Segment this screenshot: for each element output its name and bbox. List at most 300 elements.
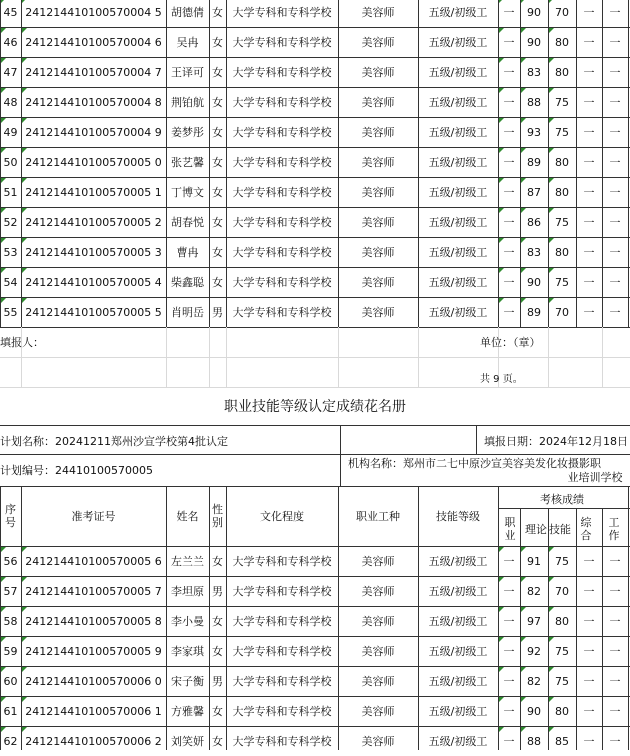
cell-serial-no[interactable]: 54: [3, 275, 18, 289]
cell-serial-no[interactable]: 53: [3, 245, 18, 259]
cell-name[interactable]: 左兰兰: [171, 554, 204, 568]
header-score-theory: 理论: [525, 522, 547, 536]
cell-note-triangle: [22, 697, 27, 702]
cell-skill-level[interactable]: 五级/初级工: [428, 185, 488, 199]
header-score-comprehensive: 综合: [580, 516, 592, 542]
cell-score-vocational[interactable]: 一: [503, 95, 515, 109]
cell-score-vocational[interactable]: 一: [503, 674, 515, 688]
cell-note-triangle: [22, 0, 27, 3]
cell-score-vocational[interactable]: 一: [503, 584, 515, 598]
cell-serial-no[interactable]: 45: [3, 5, 18, 19]
cell-note-triangle: [499, 637, 504, 642]
cell-note-triangle: [1, 607, 6, 612]
cell-score-vocational[interactable]: 一: [503, 185, 515, 199]
cell-score-theory[interactable]: 90: [527, 5, 541, 19]
cell-score-theory[interactable]: 83: [527, 65, 541, 79]
cell-education[interactable]: 大学专科和专科学校: [232, 155, 332, 169]
cell-score-vocational[interactable]: 一: [503, 554, 515, 568]
org-name-line1: 机构名称：郑州市二七中原沙宣美容美发化妆摄影职: [348, 456, 601, 470]
cell-note-triangle: [499, 208, 504, 213]
header-exam-id: 准考证号: [71, 509, 116, 523]
cell-occupation[interactable]: 美容师: [361, 215, 395, 229]
cell-occupation[interactable]: 美容师: [361, 674, 395, 688]
cell-note-triangle: [521, 268, 526, 273]
cell-note-triangle: [22, 298, 27, 303]
cell-note-triangle: [22, 667, 27, 672]
cell-note-triangle: [1, 697, 6, 702]
cell-note-triangle: [499, 298, 504, 303]
cell-note-triangle: [1, 298, 6, 303]
cell-education[interactable]: 大学专科和专科学校: [232, 95, 332, 109]
cell-exam-id[interactable]: 241214410100570006 1: [25, 704, 162, 718]
cell-score-vocational[interactable]: 一: [503, 35, 515, 49]
cell-note-triangle: [499, 667, 504, 672]
header-score-vocational: 职业: [504, 516, 516, 542]
cell-note-triangle: [499, 0, 504, 3]
cell-occupation[interactable]: 美容师: [361, 65, 395, 79]
cell-note-triangle: [499, 28, 504, 33]
cell-skill-level[interactable]: 五级/初级工: [428, 554, 488, 568]
cell-sex[interactable]: 女: [212, 614, 223, 628]
cell-sex[interactable]: 男: [212, 305, 223, 319]
cell-education[interactable]: 大学专科和专科学校: [232, 275, 332, 289]
cell-note-triangle: [499, 577, 504, 582]
cell-serial-no[interactable]: 47: [3, 65, 18, 79]
header-education: 文化程度: [260, 509, 304, 523]
cell-note-triangle: [1, 637, 6, 642]
cell-skill-level[interactable]: 五级/初级工: [428, 245, 488, 259]
cell-score-theory[interactable]: 92: [527, 644, 541, 658]
cell-exam-id[interactable]: 241214410100570004 7: [25, 65, 162, 79]
cell-occupation[interactable]: 美容师: [361, 614, 395, 628]
cell-occupation[interactable]: 美容师: [361, 95, 395, 109]
cell-skill-level[interactable]: 五级/初级工: [428, 95, 488, 109]
cell-note-triangle: [521, 28, 526, 33]
cell-score-comprehensive[interactable]: 一: [583, 5, 595, 19]
cell-score-comprehensive[interactable]: 一: [583, 35, 595, 49]
cell-score-theory[interactable]: 88: [527, 734, 541, 748]
cell-score-work[interactable]: 一: [609, 155, 621, 169]
cell-score-vocational[interactable]: 一: [503, 734, 515, 748]
cell-serial-no[interactable]: 51: [3, 185, 18, 199]
cell-sex[interactable]: 女: [212, 275, 223, 289]
cell-occupation[interactable]: 美容师: [361, 125, 395, 139]
cell-score-comprehensive[interactable]: 一: [583, 185, 595, 199]
cell-note-triangle: [1, 0, 6, 3]
cell-sex[interactable]: 女: [212, 5, 223, 19]
cell-score-theory[interactable]: 82: [527, 674, 541, 688]
cell-score-theory[interactable]: 97: [527, 614, 541, 628]
cell-score-vocational[interactable]: 一: [503, 305, 515, 319]
cell-score-skill[interactable]: 80: [555, 614, 569, 628]
cell-occupation[interactable]: 美容师: [361, 704, 395, 718]
cell-exam-id[interactable]: 241214410100570005 0: [25, 155, 162, 169]
cell-name[interactable]: 胡春悦: [171, 215, 204, 229]
cell-education[interactable]: 大学专科和专科学校: [232, 305, 332, 319]
cell-note-triangle: [521, 0, 526, 3]
cell-name[interactable]: 曹冉: [176, 245, 199, 259]
cell-name[interactable]: 吴冉: [176, 35, 199, 49]
cell-score-skill[interactable]: 75: [555, 554, 569, 568]
cell-note-triangle: [22, 178, 27, 183]
cell-score-skill[interactable]: 75: [555, 215, 569, 229]
cell-score-skill[interactable]: 75: [555, 674, 569, 688]
cell-occupation[interactable]: 美容师: [361, 734, 395, 748]
cell-note-triangle: [521, 637, 526, 642]
cell-score-theory[interactable]: 89: [527, 155, 541, 169]
cell-sex[interactable]: 男: [212, 584, 223, 598]
cell-serial-no[interactable]: 55: [3, 305, 18, 319]
cell-score-work[interactable]: 一: [609, 674, 621, 688]
cell-name[interactable]: 姜梦彤: [171, 125, 204, 139]
cell-name[interactable]: 柴鑫聪: [171, 275, 204, 289]
cell-education[interactable]: 大学专科和专科学校: [232, 734, 332, 748]
plan-name: 计划名称：20241211郑州沙宣学校第4批认定: [0, 434, 228, 448]
cell-exam-id[interactable]: 241214410100570005 8: [25, 614, 162, 628]
cell-serial-no[interactable]: 60: [3, 674, 18, 688]
cell-education[interactable]: 大学专科和专科学校: [232, 125, 332, 139]
cell-note-triangle: [549, 298, 554, 303]
cell-score-comprehensive[interactable]: 一: [583, 554, 595, 568]
cell-note-triangle: [22, 268, 27, 273]
cell-sex[interactable]: 女: [212, 185, 223, 199]
cell-note-triangle: [499, 58, 504, 63]
cell-exam-id[interactable]: 241214410100570005 6: [25, 554, 162, 568]
cell-note-triangle: [22, 208, 27, 213]
cell-name[interactable]: 丁博文: [171, 185, 204, 199]
cell-score-work[interactable]: 一: [609, 65, 621, 79]
cell-note-triangle: [1, 208, 6, 213]
cell-score-work[interactable]: 一: [609, 35, 621, 49]
cell-note-triangle: [549, 577, 554, 582]
cell-score-vocational[interactable]: 一: [503, 704, 515, 718]
cell-exam-id[interactable]: 241214410100570004 8: [25, 95, 162, 109]
cell-score-skill[interactable]: 75: [555, 95, 569, 109]
cell-score-work[interactable]: 一: [609, 614, 621, 628]
cell-exam-id[interactable]: 241214410100570005 3: [25, 245, 162, 259]
cell-note-triangle: [521, 118, 526, 123]
cell-education[interactable]: 大学专科和专科学校: [232, 584, 332, 598]
page-count: 共 9 页。: [480, 374, 523, 385]
cell-serial-no[interactable]: 57: [3, 584, 18, 598]
cell-skill-level[interactable]: 五级/初级工: [428, 125, 488, 139]
cell-occupation[interactable]: 美容师: [361, 584, 395, 598]
cell-skill-level[interactable]: 五级/初级工: [428, 674, 488, 688]
cell-note-triangle: [499, 607, 504, 612]
cell-score-work[interactable]: 一: [609, 734, 621, 748]
cell-note-triangle: [1, 577, 6, 582]
cell-note-triangle: [22, 88, 27, 93]
cell-note-triangle: [1, 178, 6, 183]
cell-sex[interactable]: 女: [212, 704, 223, 718]
cell-skill-level[interactable]: 五级/初级工: [428, 584, 488, 598]
cell-score-work[interactable]: 一: [609, 215, 621, 229]
cell-score-work[interactable]: 一: [609, 245, 621, 259]
cell-score-work[interactable]: 一: [609, 644, 621, 658]
cell-serial-no[interactable]: 52: [3, 215, 18, 229]
cell-score-theory[interactable]: 93: [527, 125, 541, 139]
cell-serial-no[interactable]: 49: [3, 125, 18, 139]
cell-name[interactable]: 李家琪: [171, 644, 204, 658]
cell-score-skill[interactable]: 75: [555, 275, 569, 289]
cell-occupation[interactable]: 美容师: [361, 35, 395, 49]
cell-sex[interactable]: 女: [212, 644, 223, 658]
cell-note-triangle: [521, 547, 526, 552]
cell-score-work[interactable]: 一: [609, 5, 621, 19]
cell-note-triangle: [22, 727, 27, 732]
cell-note-triangle: [521, 88, 526, 93]
cell-serial-no[interactable]: 59: [3, 644, 18, 658]
cell-note-triangle: [521, 238, 526, 243]
cell-note-triangle: [22, 547, 27, 552]
cell-skill-level[interactable]: 五级/初级工: [428, 35, 488, 49]
cell-note-triangle: [549, 607, 554, 612]
cell-sex[interactable]: 女: [212, 65, 223, 79]
cell-serial-no[interactable]: 61: [3, 704, 18, 718]
cell-note-triangle: [549, 0, 554, 3]
cell-note-triangle: [549, 667, 554, 672]
cell-score-work[interactable]: 一: [609, 704, 621, 718]
roster-title: 职业技能等级认定成绩花名册: [224, 399, 406, 415]
cell-note-triangle: [521, 727, 526, 732]
cell-score-skill[interactable]: 80: [555, 245, 569, 259]
cell-exam-id[interactable]: 241214410100570005 9: [25, 644, 162, 658]
cell-score-vocational[interactable]: 一: [503, 65, 515, 79]
cell-score-comprehensive[interactable]: 一: [583, 584, 595, 598]
cell-skill-level[interactable]: 五级/初级工: [428, 644, 488, 658]
cell-exam-id[interactable]: 241214410100570005 4: [25, 275, 162, 289]
cell-serial-no[interactable]: 50: [3, 155, 18, 169]
cell-note-triangle: [499, 547, 504, 552]
cell-exam-id[interactable]: 241214410100570005 7: [25, 584, 162, 598]
cell-score-comprehensive[interactable]: 一: [583, 614, 595, 628]
cell-sex[interactable]: 男: [212, 674, 223, 688]
cell-exam-id[interactable]: 241214410100570004 6: [25, 35, 162, 49]
cell-occupation[interactable]: 美容师: [361, 275, 395, 289]
cell-exam-id[interactable]: 241214410100570004 5: [25, 5, 162, 19]
cell-note-triangle: [499, 118, 504, 123]
cell-note-triangle: [549, 637, 554, 642]
cell-note-triangle: [1, 667, 6, 672]
cell-score-theory[interactable]: 86: [527, 215, 541, 229]
cell-exam-id[interactable]: 241214410100570005 5: [25, 305, 162, 319]
cell-occupation[interactable]: 美容师: [361, 644, 395, 658]
cell-exam-id[interactable]: 241214410100570004 9: [25, 125, 162, 139]
cell-exam-id[interactable]: 241214410100570006 2: [25, 734, 162, 748]
cell-note-triangle: [521, 607, 526, 612]
cell-name[interactable]: 刘笑妍: [171, 734, 204, 748]
cell-score-skill[interactable]: 75: [555, 644, 569, 658]
header-score-work: 工作: [608, 516, 620, 542]
cell-note-triangle: [499, 88, 504, 93]
cell-score-work[interactable]: 一: [609, 185, 621, 199]
cell-serial-no[interactable]: 56: [3, 554, 18, 568]
cell-score-work[interactable]: 一: [609, 305, 621, 319]
cell-sex[interactable]: 女: [212, 95, 223, 109]
cell-occupation[interactable]: 美容师: [361, 245, 395, 259]
cell-note-triangle: [499, 178, 504, 183]
cell-note-triangle: [499, 148, 504, 153]
cell-skill-level[interactable]: 五级/初级工: [428, 275, 488, 289]
cell-education[interactable]: 大学专科和专科学校: [232, 245, 332, 259]
cell-score-work[interactable]: 一: [609, 95, 621, 109]
cell-sex[interactable]: 女: [212, 554, 223, 568]
cell-score-theory[interactable]: 90: [527, 275, 541, 289]
cell-note-triangle: [521, 148, 526, 153]
cell-occupation[interactable]: 美容师: [361, 554, 395, 568]
cell-score-skill[interactable]: 80: [555, 35, 569, 49]
cell-sex[interactable]: 女: [212, 215, 223, 229]
cell-score-comprehensive[interactable]: 一: [583, 704, 595, 718]
cell-score-skill[interactable]: 85: [555, 734, 569, 748]
cell-note-triangle: [549, 727, 554, 732]
cell-education[interactable]: 大学专科和专科学校: [232, 185, 332, 199]
cell-score-vocational[interactable]: 一: [503, 644, 515, 658]
cell-exam-id[interactable]: 241214410100570005 2: [25, 215, 162, 229]
cell-score-skill[interactable]: 80: [555, 155, 569, 169]
cell-note-triangle: [22, 118, 27, 123]
cell-score-work[interactable]: 一: [609, 125, 621, 139]
cell-score-comprehensive[interactable]: 一: [583, 215, 595, 229]
cell-score-comprehensive[interactable]: 一: [583, 65, 595, 79]
cell-skill-level[interactable]: 五级/初级工: [428, 65, 488, 79]
cell-score-comprehensive[interactable]: 一: [583, 674, 595, 688]
cell-score-work[interactable]: 一: [609, 584, 621, 598]
header-name: 姓名: [176, 509, 199, 523]
cell-score-vocational[interactable]: 一: [503, 125, 515, 139]
cell-note-triangle: [499, 727, 504, 732]
cell-score-work[interactable]: 一: [609, 275, 621, 289]
cell-note-triangle: [549, 268, 554, 273]
cell-education[interactable]: 大学专科和专科学校: [232, 674, 332, 688]
cell-note-triangle: [22, 58, 27, 63]
cell-score-comprehensive[interactable]: 一: [583, 644, 595, 658]
cell-serial-no[interactable]: 58: [3, 614, 18, 628]
header-score-skill: 技能: [549, 522, 571, 536]
cell-skill-level[interactable]: 五级/初级工: [428, 305, 488, 319]
header-sex: 性别: [212, 503, 223, 529]
cell-name[interactable]: 方雅馨: [171, 704, 204, 718]
cell-score-theory[interactable]: 91: [527, 554, 541, 568]
cell-note-triangle: [521, 577, 526, 582]
cell-education[interactable]: 大学专科和专科学校: [232, 644, 332, 658]
cell-name[interactable]: 宋子衡: [171, 674, 204, 688]
cell-education[interactable]: 大学专科和专科学校: [232, 5, 332, 19]
cell-score-theory[interactable]: 83: [527, 245, 541, 259]
cell-occupation[interactable]: 美容师: [361, 155, 395, 169]
cell-name[interactable]: 张艺馨: [171, 155, 204, 169]
cell-score-vocational[interactable]: 一: [503, 215, 515, 229]
cell-score-vocational[interactable]: 一: [503, 245, 515, 259]
cell-skill-level[interactable]: 五级/初级工: [428, 704, 488, 718]
cell-name[interactable]: 胡德倩: [171, 5, 204, 19]
cell-occupation[interactable]: 美容师: [361, 185, 395, 199]
cell-skill-level[interactable]: 五级/初级工: [428, 215, 488, 229]
cell-score-skill[interactable]: 80: [555, 185, 569, 199]
cell-score-comprehensive[interactable]: 一: [583, 125, 595, 139]
cell-note-triangle: [549, 178, 554, 183]
cell-score-skill[interactable]: 80: [555, 65, 569, 79]
cell-score-theory[interactable]: 89: [527, 305, 541, 319]
cell-serial-no[interactable]: 46: [3, 35, 18, 49]
cell-note-triangle: [1, 727, 6, 732]
cell-note-triangle: [1, 547, 6, 552]
cell-score-theory[interactable]: 87: [527, 185, 541, 199]
cell-education[interactable]: 大学专科和专科学校: [232, 554, 332, 568]
cell-score-comprehensive[interactable]: 一: [583, 245, 595, 259]
cell-education[interactable]: 大学专科和专科学校: [232, 215, 332, 229]
cell-skill-level[interactable]: 五级/初级工: [428, 614, 488, 628]
cell-note-triangle: [1, 148, 6, 153]
cell-note-triangle: [549, 547, 554, 552]
cell-name[interactable]: 王译可: [171, 65, 204, 79]
cell-name[interactable]: 荆铂航: [171, 95, 204, 109]
cell-skill-level[interactable]: 五级/初级工: [428, 734, 488, 748]
cell-score-skill[interactable]: 70: [555, 584, 569, 598]
cell-serial-no[interactable]: 48: [3, 95, 18, 109]
cell-note-triangle: [521, 667, 526, 672]
cell-score-skill[interactable]: 70: [555, 5, 569, 19]
cell-score-work[interactable]: 一: [609, 554, 621, 568]
cell-score-theory[interactable]: 82: [527, 584, 541, 598]
cell-note-triangle: [22, 148, 27, 153]
cell-score-theory[interactable]: 90: [527, 35, 541, 49]
header-skill-level: 技能等级: [436, 509, 480, 523]
cell-score-theory[interactable]: 88: [527, 95, 541, 109]
cell-exam-id[interactable]: 241214410100570006 0: [25, 674, 162, 688]
unit-label: 单位：（章）: [480, 335, 541, 349]
cell-name[interactable]: 李小曼: [171, 614, 204, 628]
cell-sex[interactable]: 女: [212, 734, 223, 748]
cell-skill-level[interactable]: 五级/初级工: [428, 155, 488, 169]
cell-score-comprehensive[interactable]: 一: [583, 155, 595, 169]
header-occupation: 职业工种: [356, 509, 400, 523]
cell-note-triangle: [1, 238, 6, 243]
cell-education[interactable]: 大学专科和专科学校: [232, 65, 332, 79]
cell-education[interactable]: 大学专科和专科学校: [232, 614, 332, 628]
cell-note-triangle: [549, 58, 554, 63]
cell-note-triangle: [549, 697, 554, 702]
cell-sex[interactable]: 女: [212, 125, 223, 139]
cell-score-comprehensive[interactable]: 一: [583, 305, 595, 319]
cell-sex[interactable]: 女: [212, 155, 223, 169]
cell-score-vocational[interactable]: 一: [503, 155, 515, 169]
cell-occupation[interactable]: 美容师: [361, 5, 395, 19]
cell-score-comprehensive[interactable]: 一: [583, 95, 595, 109]
cell-score-skill[interactable]: 80: [555, 704, 569, 718]
cell-score-vocational[interactable]: 一: [503, 614, 515, 628]
cell-score-vocational[interactable]: 一: [503, 275, 515, 289]
cell-score-vocational[interactable]: 一: [503, 5, 515, 19]
cell-skill-level[interactable]: 五级/初级工: [428, 5, 488, 19]
cell-score-theory[interactable]: 90: [527, 704, 541, 718]
cell-education[interactable]: 大学专科和专科学校: [232, 35, 332, 49]
cell-education[interactable]: 大学专科和专科学校: [232, 704, 332, 718]
cell-note-triangle: [549, 238, 554, 243]
cell-score-comprehensive[interactable]: 一: [583, 275, 595, 289]
cell-score-skill[interactable]: 75: [555, 125, 569, 139]
cell-sex[interactable]: 女: [212, 35, 223, 49]
cell-exam-id[interactable]: 241214410100570005 1: [25, 185, 162, 199]
cell-score-skill[interactable]: 70: [555, 305, 569, 319]
cell-note-triangle: [499, 268, 504, 273]
cell-serial-no[interactable]: 62: [3, 734, 18, 748]
cell-name[interactable]: 肖明岳: [171, 305, 204, 319]
cell-score-comprehensive[interactable]: 一: [583, 734, 595, 748]
cell-name[interactable]: 李坦原: [171, 584, 204, 598]
cell-occupation[interactable]: 美容师: [361, 305, 395, 319]
cell-sex[interactable]: 女: [212, 245, 223, 259]
